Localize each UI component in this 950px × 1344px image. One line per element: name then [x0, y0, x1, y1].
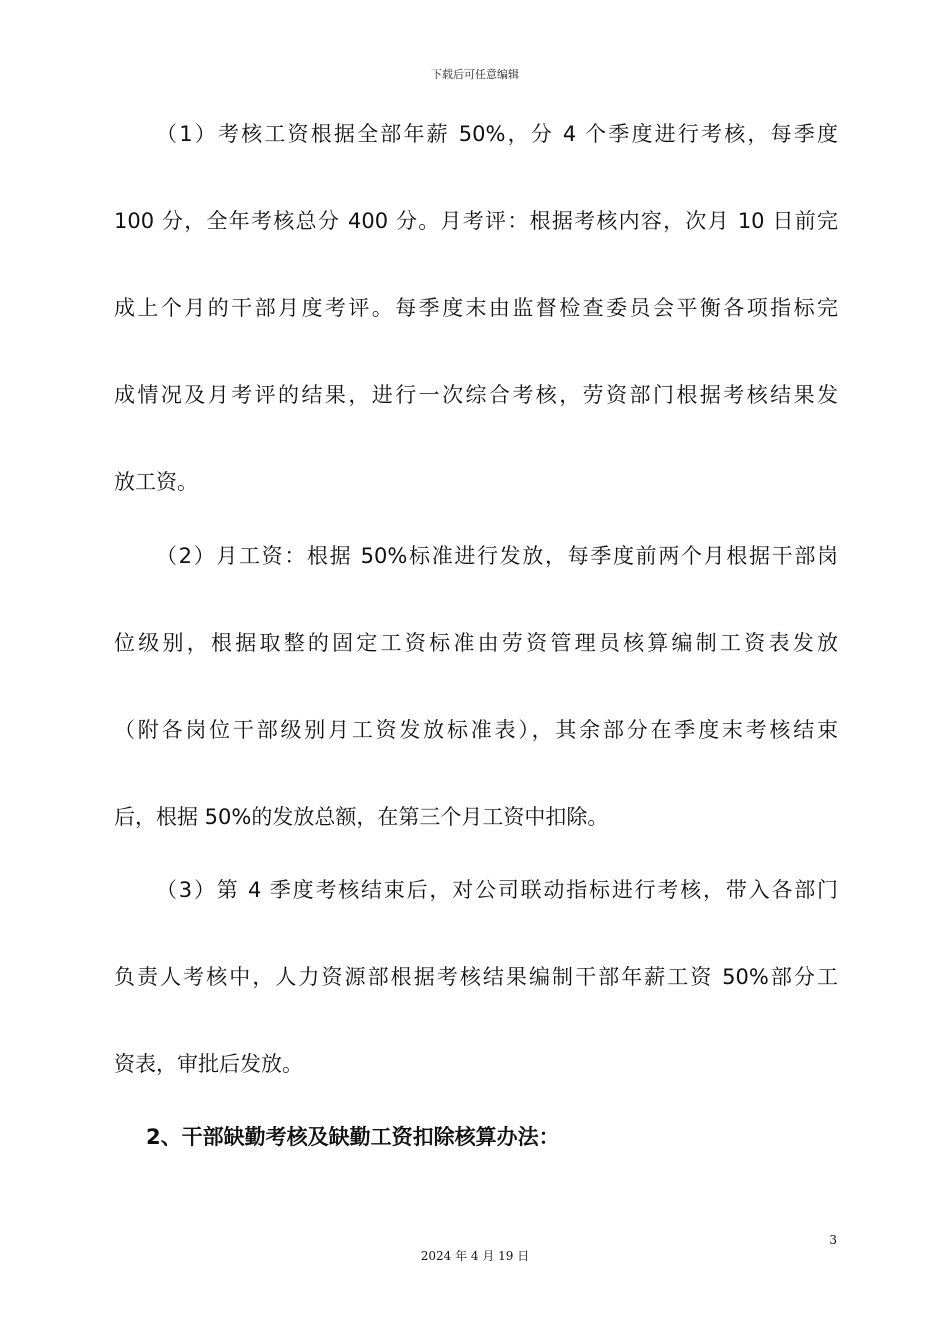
paragraph-line: 100 分，全年考核总分 400 分。月考评：根据考核内容，次月 10 日前完 [114, 209, 838, 233]
paragraph-line: 成上个月的干部月度考评。每季度末由监督检查委员会平衡各项指标完 [114, 296, 838, 320]
page-header: 下载后可任意编辑 [431, 68, 519, 81]
paragraph-line: （3）第 4 季度考核结束后，对公司联动指标进行考核，带入各部门 [156, 878, 838, 902]
paragraph-line: 资表，审批后发放。 [114, 1052, 303, 1076]
paragraph-line: 后，根据 50%的发放总额，在第三个月工资中扣除。 [114, 805, 609, 829]
paragraph-line: （2）月工资：根据 50%标准进行发放，每季度前两个月根据干部岗 [156, 544, 838, 568]
paragraph-line: （附各岗位干部级别月工资发放标准表），其余部分在季度末考核结束 [114, 718, 838, 742]
section-heading: 2、干部缺勤考核及缺勤工资扣除核算办法： [146, 1125, 560, 1149]
paragraph-line: 放工资。 [114, 470, 198, 494]
paragraph-line: 位级别，根据取整的固定工资标准由劳资管理员核算编制工资表发放 [114, 631, 838, 655]
paragraph-line: 负责人考核中，人力资源部根据考核结果编制干部年薪工资 50%部分工 [114, 965, 838, 989]
page-number: 3 [829, 1233, 837, 1247]
footer-date: 2024 年 4 月 19 日 [420, 1249, 530, 1263]
paragraph-line: 成情况及月考评的结果，进行一次综合考核，劳资部门根据考核结果发 [114, 383, 838, 407]
paragraph-line: （1）考核工资根据全部年薪 50%，分 4 个季度进行考核，每季度 [156, 122, 838, 146]
